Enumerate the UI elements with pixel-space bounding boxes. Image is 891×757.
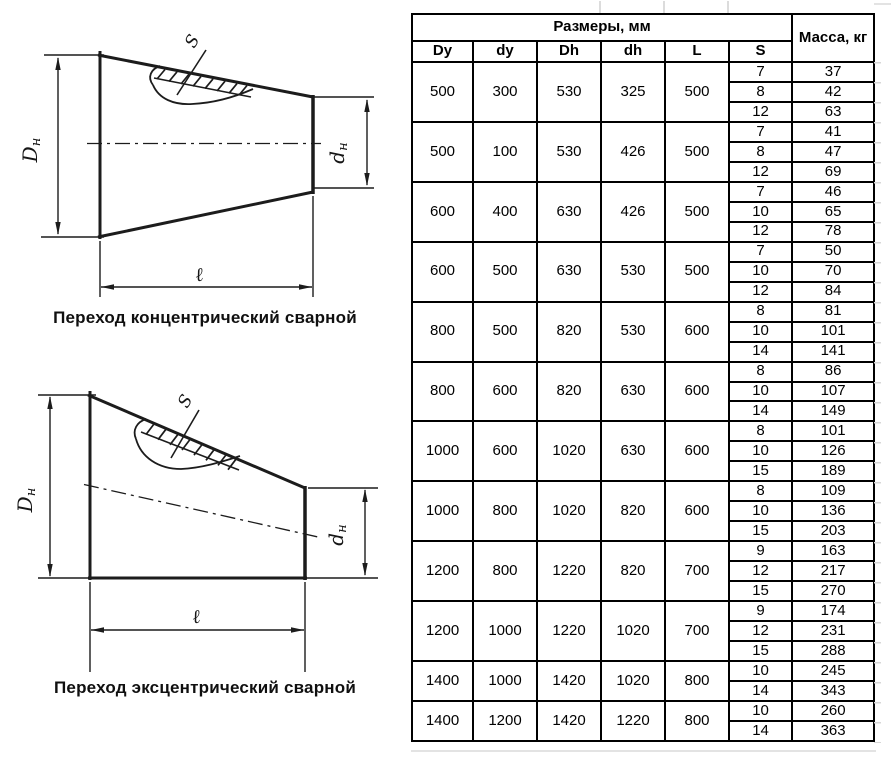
cell-Dh: 820: [537, 362, 601, 422]
object-lines: [98, 51, 313, 239]
cell-dh: 426: [601, 122, 665, 182]
cell-S: 10: [729, 701, 792, 721]
cell-mass: 65: [792, 202, 874, 222]
cell-S: 14: [729, 342, 792, 362]
cell-mass: 50: [792, 242, 874, 262]
cell-Dy: 1400: [412, 661, 473, 701]
cell-dh: 325: [601, 62, 665, 122]
gridline-remnant: [727, 1, 729, 13]
cell-S: 10: [729, 322, 792, 342]
table-row: [412, 302, 874, 322]
label-small-diameter: dн: [324, 524, 350, 546]
dimension-lines: [41, 50, 374, 297]
cell-dy: 600: [473, 362, 537, 422]
cell-dy: 1000: [473, 661, 537, 701]
label-small-diameter: dн: [325, 142, 351, 164]
cell-dh: 426: [601, 182, 665, 242]
cell-S: 10: [729, 202, 792, 222]
dimensions-table: [411, 13, 875, 742]
cell-L: 500: [665, 122, 729, 182]
cell-dy: 600: [473, 421, 537, 481]
cell-L: 600: [665, 302, 729, 362]
cell-S: 10: [729, 661, 792, 681]
cell-mass: 69: [792, 162, 874, 182]
cell-S: 8: [729, 362, 792, 382]
cell-L: 700: [665, 541, 729, 601]
cell-Dh: 1020: [537, 421, 601, 481]
cell-S: 14: [729, 681, 792, 701]
cell-mass: 288: [792, 641, 874, 661]
table-row: [412, 182, 874, 202]
cell-Dh: 530: [537, 62, 601, 122]
cell-S: 15: [729, 461, 792, 481]
cell-Dy: 1400: [412, 701, 473, 741]
col-header-Dh: Dh: [537, 41, 601, 62]
table-row: [412, 62, 874, 82]
cell-dy: 1000: [473, 601, 537, 661]
cell-Dh: 1220: [537, 541, 601, 601]
cell-mass: 189: [792, 461, 874, 481]
cell-S: 15: [729, 581, 792, 601]
cell-mass: 101: [792, 322, 874, 342]
cell-dy: 300: [473, 62, 537, 122]
cell-Dh: 1420: [537, 701, 601, 741]
cell-Dy: 600: [412, 182, 473, 242]
table-title-mass: Масса, кг: [792, 14, 874, 62]
cell-mass: 245: [792, 661, 874, 681]
cell-dh: 1020: [601, 661, 665, 701]
cell-dh: 630: [601, 421, 665, 481]
cell-S: 12: [729, 102, 792, 122]
cell-Dy: 1000: [412, 421, 473, 481]
cell-S: 10: [729, 441, 792, 461]
cell-Dy: 1000: [412, 481, 473, 541]
cell-L: 700: [665, 601, 729, 661]
cell-mass: 343: [792, 681, 874, 701]
gridline-remnant: [663, 1, 665, 13]
cell-dh: 530: [601, 242, 665, 302]
cell-S: 9: [729, 601, 792, 621]
gridline-remnant: [874, 3, 891, 5]
cell-L: 500: [665, 62, 729, 122]
cell-mass: 203: [792, 521, 874, 541]
cell-S: 12: [729, 282, 792, 302]
drawing-caption-eccentric: Переход эксцентрический сварной: [54, 678, 356, 697]
cell-L: 800: [665, 701, 729, 741]
cell-L: 500: [665, 242, 729, 302]
cell-Dh: 630: [537, 182, 601, 242]
col-header-L: L: [665, 41, 729, 62]
cell-mass: 231: [792, 621, 874, 641]
cell-Dy: 600: [412, 242, 473, 302]
table-row: [412, 481, 874, 501]
table-row: [412, 421, 874, 441]
cell-Dy: 500: [412, 62, 473, 122]
cell-S: 14: [729, 721, 792, 741]
cell-mass: 78: [792, 222, 874, 242]
cell-S: 15: [729, 521, 792, 541]
cell-dh: 1020: [601, 601, 665, 661]
cell-S: 12: [729, 222, 792, 242]
col-header-dh: dh: [601, 41, 665, 62]
eccentric-reducer-drawing: [0, 358, 405, 674]
cell-dy: 100: [473, 122, 537, 182]
cell-S: 8: [729, 481, 792, 501]
table-row: [412, 601, 874, 621]
cell-L: 800: [665, 661, 729, 701]
table-row: [412, 541, 874, 561]
object-lines: [88, 391, 307, 580]
cell-mass: 163: [792, 541, 874, 561]
cell-Dh: 630: [537, 242, 601, 302]
cell-Dy: 800: [412, 362, 473, 422]
gridline-remnants-right: [874, 62, 881, 743]
cell-Dy: 800: [412, 302, 473, 362]
cell-S: 8: [729, 302, 792, 322]
cell-mass: 217: [792, 561, 874, 581]
centerline: [84, 485, 318, 538]
cell-dh: 530: [601, 302, 665, 362]
cell-S: 15: [729, 641, 792, 661]
cell-S: 7: [729, 182, 792, 202]
cell-S: 12: [729, 162, 792, 182]
cell-Dy: 1200: [412, 601, 473, 661]
cell-S: 9: [729, 541, 792, 561]
cell-S: 14: [729, 401, 792, 421]
col-header-dy: dy: [473, 41, 537, 62]
cell-mass: 101: [792, 421, 874, 441]
dimension-arrows: [55, 57, 369, 290]
table-header-row: [412, 14, 874, 41]
cell-Dh: 530: [537, 122, 601, 182]
cell-S: 7: [729, 62, 792, 82]
cell-mass: 270: [792, 581, 874, 601]
label-wall-thickness: S: [181, 31, 205, 52]
cell-mass: 70: [792, 262, 874, 282]
cell-mass: 86: [792, 362, 874, 382]
wall-section-hatch: [135, 419, 240, 470]
dimensions-table-wrap: [411, 13, 875, 742]
cell-S: 10: [729, 382, 792, 402]
label-large-diameter: Dн: [18, 137, 44, 163]
cell-Dh: 1020: [537, 481, 601, 541]
cell-mass: 37: [792, 62, 874, 82]
cell-dy: 500: [473, 242, 537, 302]
cell-Dh: 1220: [537, 601, 601, 661]
table-row: [412, 242, 874, 262]
cell-S: 8: [729, 82, 792, 102]
cell-mass: 136: [792, 501, 874, 521]
label-length: ℓ: [193, 263, 205, 287]
label-wall-thickness: S: [174, 391, 198, 412]
dimension-arrows: [47, 396, 367, 633]
cell-S: 7: [729, 242, 792, 262]
cell-mass: 260: [792, 701, 874, 721]
cell-dh: 630: [601, 362, 665, 422]
cell-dy: 800: [473, 541, 537, 601]
cell-S: 8: [729, 421, 792, 441]
cell-mass: 81: [792, 302, 874, 322]
col-header-Dy: Dy: [412, 41, 473, 62]
cell-L: 600: [665, 481, 729, 541]
wall-section-hatch: [150, 66, 253, 104]
label-length: ℓ: [190, 605, 202, 629]
cell-mass: 41: [792, 122, 874, 142]
cell-Dy: 1200: [412, 541, 473, 601]
cell-L: 600: [665, 362, 729, 422]
cell-mass: 42: [792, 82, 874, 102]
table-row: [412, 122, 874, 142]
cell-mass: 107: [792, 382, 874, 402]
cell-dy: 1200: [473, 701, 537, 741]
cell-dh: 820: [601, 481, 665, 541]
cell-S: 10: [729, 501, 792, 521]
table-row: [412, 661, 874, 681]
gridline-remnant: [411, 750, 876, 752]
concentric-reducer-drawing: [0, 0, 405, 302]
cell-dh: 820: [601, 541, 665, 601]
cell-S: 12: [729, 561, 792, 581]
cell-mass: 63: [792, 102, 874, 122]
cell-mass: 363: [792, 721, 874, 741]
table-row: [412, 362, 874, 382]
drawing-caption-concentric: Переход концентрический сварной: [53, 308, 357, 327]
cell-mass: 126: [792, 441, 874, 461]
cell-dy: 500: [473, 302, 537, 362]
cell-dy: 400: [473, 182, 537, 242]
cell-Dh: 1420: [537, 661, 601, 701]
cell-S: 7: [729, 122, 792, 142]
cell-dh: 1220: [601, 701, 665, 741]
cell-S: 12: [729, 621, 792, 641]
table-title-sizes: Размеры, мм: [412, 14, 792, 41]
cell-mass: 109: [792, 481, 874, 501]
col-header-S: S: [729, 41, 792, 62]
cell-S: 8: [729, 142, 792, 162]
cell-mass: 149: [792, 401, 874, 421]
cell-L: 500: [665, 182, 729, 242]
cell-dy: 800: [473, 481, 537, 541]
cell-L: 600: [665, 421, 729, 481]
cell-mass: 47: [792, 142, 874, 162]
table-row: [412, 701, 874, 721]
cell-mass: 174: [792, 601, 874, 621]
cell-mass: 84: [792, 282, 874, 302]
label-large-diameter: Dн: [13, 487, 39, 513]
cell-mass: 141: [792, 342, 874, 362]
gridline-remnant: [599, 1, 601, 13]
cell-Dy: 500: [412, 122, 473, 182]
cell-S: 10: [729, 262, 792, 282]
cell-Dh: 820: [537, 302, 601, 362]
cell-mass: 46: [792, 182, 874, 202]
